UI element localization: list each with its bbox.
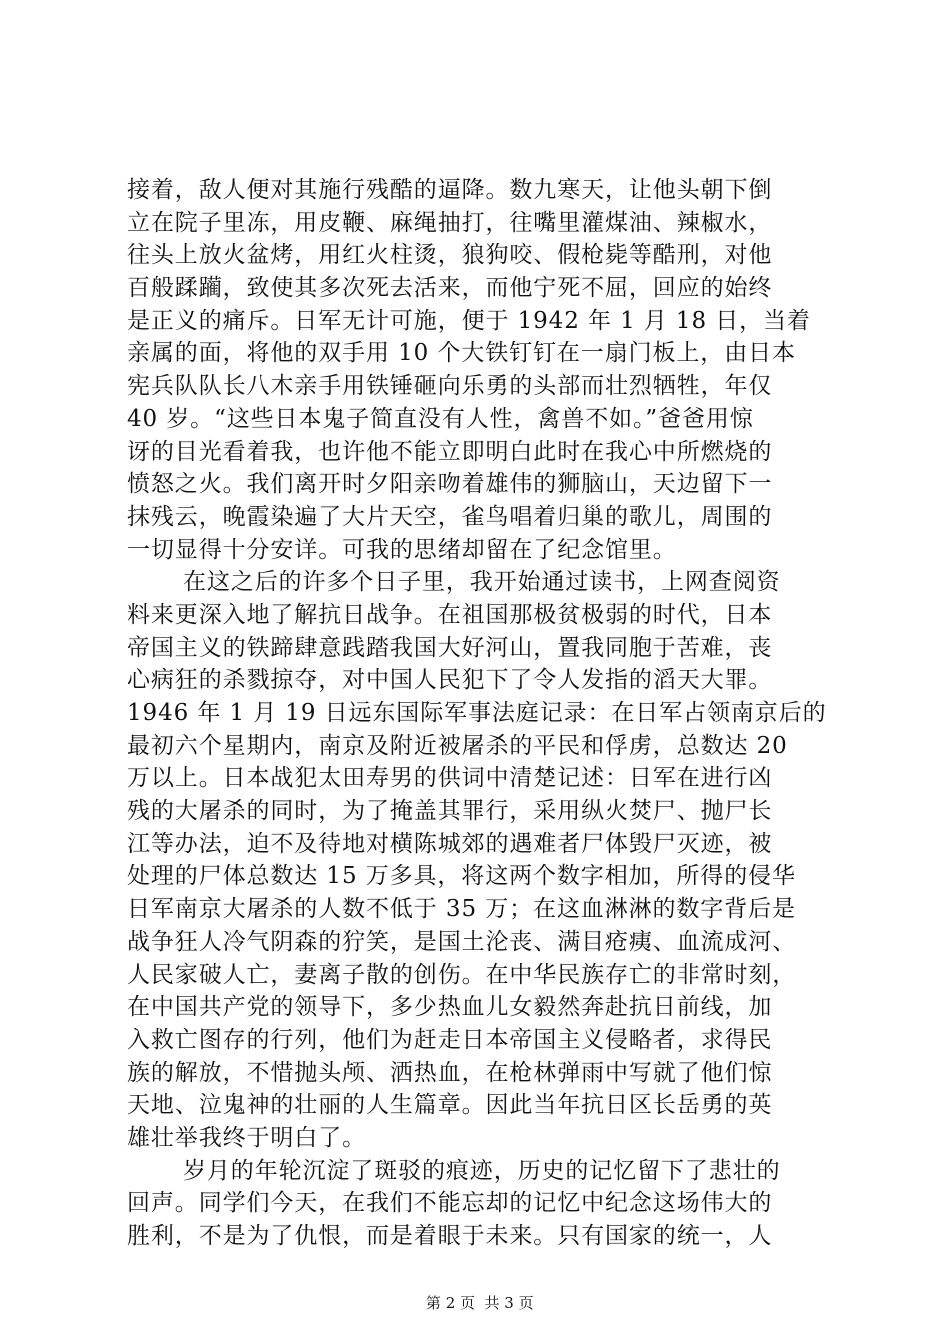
text-line: 入救亡图存的行列，他们为赶走日本帝国主义侵略者，求得民	[127, 1026, 773, 1053]
text-line: 日军南京大屠杀的人数不低于 35 万；在这血淋淋的数字背后是	[127, 896, 796, 923]
text-line: 抹残云，晚霞染遍了大片天空，雀鸟唱着归巢的歌儿，周围的	[127, 503, 773, 530]
text-line: 万以上。日本战犯太田寿男的供词中清楚记述：日军在进行凶	[127, 765, 773, 792]
text-line: 天地、泣鬼神的壮丽的人生篇章。因此当年抗日区长岳勇的英	[127, 1092, 773, 1119]
text-line: 往头上放火盆烤，用红火柱烫，狼狗咬、假枪毙等酷刑，对他	[127, 242, 773, 269]
text-line: 一切显得十分安详。可我的思绪却留在了纪念馆里。	[127, 536, 677, 563]
text-line: 讶的目光看着我，也许他不能立即明白此时在我心中所燃烧的	[127, 438, 773, 465]
paragraph	[127, 1155, 833, 1253]
paragraph	[127, 566, 833, 1154]
text-line: 料来更深入地了解抗日战争。在祖国那极贫极弱的时代，日本	[127, 601, 773, 628]
paragraph	[127, 174, 833, 566]
text-line: 在中国共产党的领导下，多少热血儿女毅然奔赴抗日前线，加	[127, 994, 773, 1021]
text-line: 帝国主义的铁蹄肆意践踏我国大好河山，置我同胞于苦难，丧	[127, 634, 773, 661]
text-line: 1946 年 1 月 19 日远东国际军事法庭记录：在日军占领南京后的	[127, 700, 827, 726]
text-line: 胜利，不是为了仇恨，而是着眼于未来。只有国家的统一，人	[127, 1223, 773, 1249]
page-footer	[0, 1273, 950, 1313]
text-line: 岁月的年轮沉淀了斑驳的痕迹，历史的记忆留下了悲壮的	[183, 1157, 781, 1184]
text-line: 雄壮举我终于明白了。	[127, 1124, 366, 1151]
text-line: 人民家破人亡，妻离子散的创伤。在中华民族存亡的非常时刻，	[127, 961, 797, 988]
text-line: 愤怒之火。我们离开时夕阳亲吻着雄伟的狮脑山，天边留下一	[127, 471, 773, 498]
text-line: 战争狂人冷气阴森的狞笑，是国土沦丧、满目疮痍、血流成河、	[127, 928, 797, 955]
text-line: 心病狂的杀戮掠夺，对中国人民犯下了令人发指的滔天大罪。	[127, 667, 773, 694]
text-line: 立在院子里冻，用皮鞭、麻绳抽打，往嘴里灌煤油、辣椒水，	[127, 209, 773, 236]
text-line: 残的大屠杀的同时，为了掩盖其罪行，采用纵火焚尸、抛尸长	[127, 798, 773, 825]
text-line: 族的解放，不惜抛头颅、洒热血，在枪林弹雨中写就了他们惊	[127, 1059, 773, 1086]
text-line: 在这之后的许多个日子里，我开始通过读书，上网查阅资	[183, 569, 781, 596]
text-line: 宪兵队队长八木亲手用铁锤砸向乐勇的头部而壮烈牺牲，年仅	[127, 373, 773, 400]
text-line: 百般蹂躏，致使其多次死去活来，而他宁死不屈，回应的始终	[127, 275, 773, 302]
document-body	[127, 174, 833, 1253]
text-line: 40 岁。“这些日本鬼子简直没有人性，禽兽不如。”爸爸用惊	[127, 405, 754, 432]
text-line: 回声。同学们今天，在我们不能忘却的记忆中纪念这场伟大的	[127, 1190, 773, 1217]
text-line: 最初六个星期内，南京及附近被屠杀的平民和俘虏，总数达 20	[127, 732, 788, 759]
text-line: 亲属的面，将他的双手用 10 个大铁钉钉在一扇门板上，由日本	[127, 340, 796, 367]
text-line: 接着，敌人便对其施行残酷的逼降。数九寒天，让他头朝下倒	[127, 177, 773, 203]
text-line: 江等办法，迫不及待地对横陈城郊的遇难者尸体毁尸灭迹，被	[127, 830, 773, 857]
text-line: 是正义的痛斥。日军无计可施，便于 1942 年 1 月 18 日，当着	[127, 307, 811, 334]
text-line: 处理的尸体总数达 15 万多具，将这两个数字相加，所得的侵华	[127, 863, 796, 890]
page-number-indicator: 第 2 页 共 3 页	[425, 1294, 534, 1312]
